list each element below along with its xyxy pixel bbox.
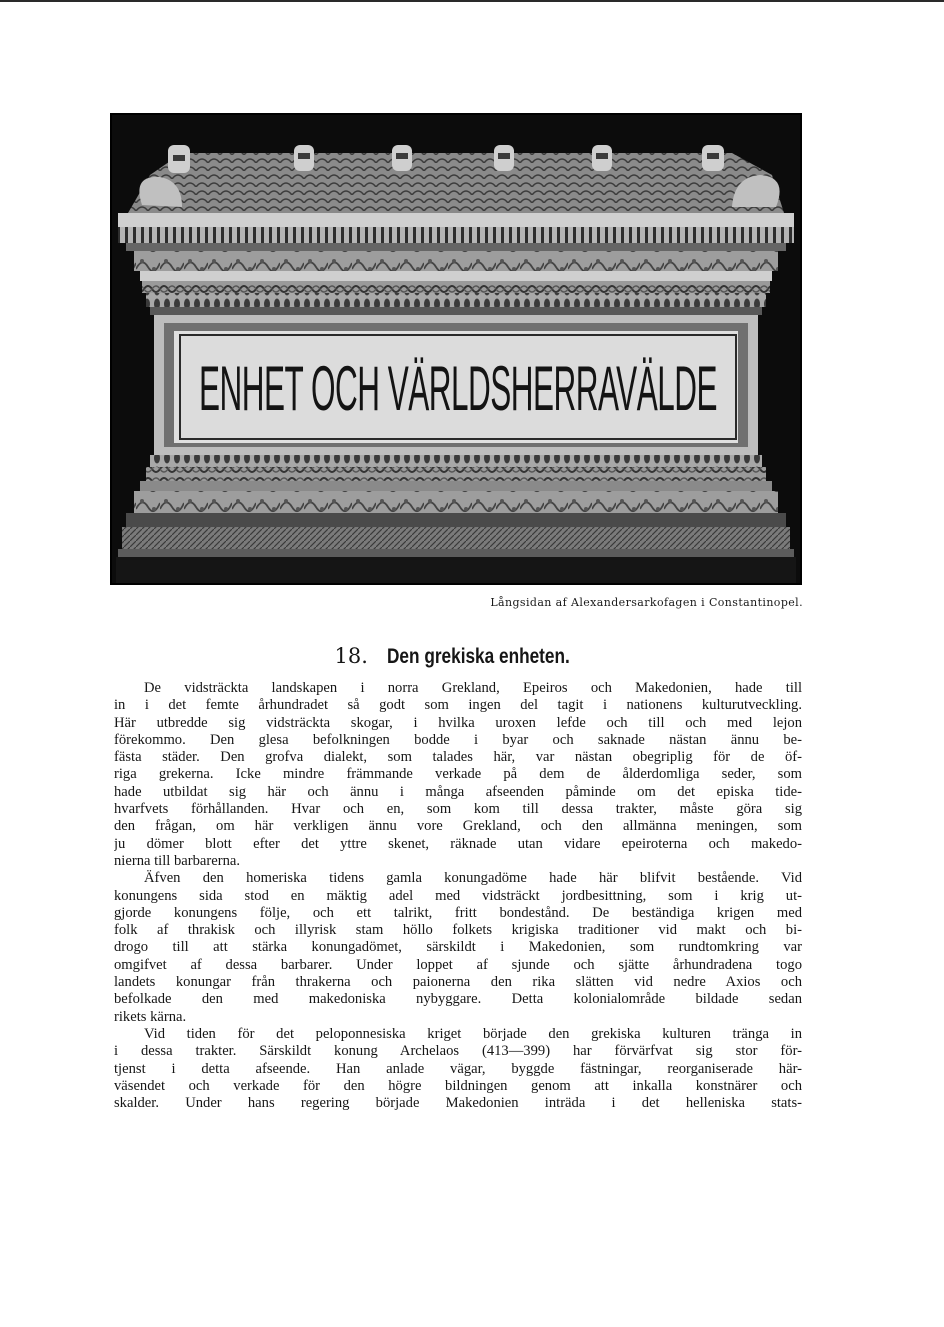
text-line: nierna till barbarerna. — [114, 852, 241, 869]
text-line: De vidsträckta landskapen i norra Grekland, Epeiros och Makedonien, hade till — [144, 680, 802, 696]
text-line: drogo till att stärka konungadömet, särskildt i Makedonien, som rundtomkring var — [114, 939, 802, 956]
text-line: befolkade den med makedoniska nybyggare. Detta kolonialområde bildade sedan — [114, 991, 802, 1008]
text-line: förekommo. Den glesa befolkningen bodde i byar och saknade nästan ännu be- — [114, 731, 802, 748]
text-line: landets konungar från thrakerna och paionerna den rika slätten vid nedre Axios och — [114, 974, 802, 991]
text-line: konungens sida stod en mäktig adel med vidsträckt jordbesittning, som i krig ut- — [114, 887, 802, 904]
text-line: riga grekerna. Icke mindre främmande verkade på dem de ålderdomliga seder, som — [114, 766, 802, 783]
sarcophagus-photo — [110, 113, 802, 585]
section-title: Den grekiska enheten. — [386, 645, 570, 668]
text-line: folk af thrakisk och illyrisk stam höllo folkets krigiska traditioner vid makt och bi- — [114, 922, 802, 939]
section-heading — [0, 644, 944, 669]
figure-caption: Långsidan af Alexandersarkofagen i Constantinopel. — [490, 596, 803, 609]
text-line: hade utbildat sig här och ännu i många afseenden påminde om det episka tide- — [114, 783, 802, 800]
text-line: fästa städer. Den grofva dialekt, som talades här, var nästan obegriplig för de öf- — [114, 749, 802, 766]
section-number: 18. — [334, 644, 368, 668]
text-line: gjorde konungens följe, och ett talrikt, fritt bondestånd. De beständiga krigen med — [114, 904, 802, 921]
top-rule — [0, 0, 944, 2]
text-line: Vid tiden för det peloponnesiska kriget började den grekiska kulturen tränga in — [144, 1025, 802, 1042]
text-line: hvarfvets förhållanden. Hvar och en, som kom till dessa trakter, måste göra sig — [114, 801, 802, 818]
body-text — [114, 680, 802, 1112]
text-line: Här utbredde sig vidsträckta skogar, i hvilka uroxen lefde och till och med lejon — [114, 714, 802, 731]
sarcophagus-inscription: ENHET OCH VÄRLDSHERRAVÄLDE — [199, 354, 717, 424]
text-line: väsendet och verkade för den högre bildningen genom att inkalla konstnärer och — [114, 1077, 802, 1094]
text-line: rikets kärna. — [114, 1008, 187, 1025]
text-line: tjenst i detta afseende. Han anlade vägar, byggde fästningar, reorganiserade här- — [114, 1060, 802, 1077]
text-line: in i det femte århundradet så godt som ingen del tagit i nationens kulturutveckling. — [114, 697, 802, 714]
text-line: Äfven den homeriska tidens gamla konungadöme hade här blifvit bestående. Vid — [144, 870, 802, 887]
text-line: ju dömer blott efter det yttre skenet, räknade utan vidare epeiroterna och makedo- — [114, 835, 802, 852]
text-line: den frågan, om här verkligen ännu vore Grekland, och den allmänna meningen, som — [114, 818, 802, 835]
text-line: skalder. Under hans regering började Makedonien inträda i det helleniska stats- — [114, 1095, 802, 1112]
text-line: i dessa trakter. Särskildt konung Archelaos (413—399) har förvärfvat sig stor för- — [114, 1043, 802, 1060]
text-line: omgifvet af dessa barbarer. Under loppet af sjunde och sjätte århundradena togo — [114, 956, 802, 973]
